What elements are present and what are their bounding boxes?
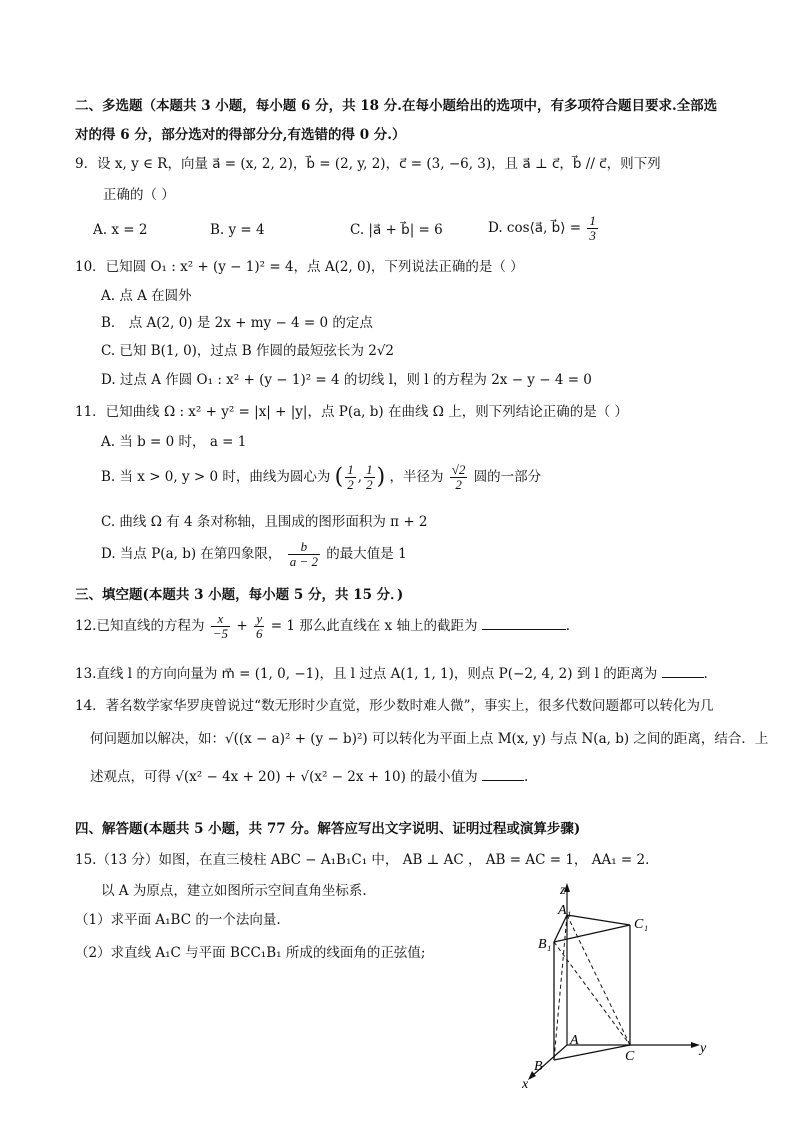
label-c1: C₁ <box>634 917 649 932</box>
q9-option-d-numerator: 1 <box>589 213 596 228</box>
q11-stem: 11．已知曲线 Ω : x² + y² = |x| + |y|，点 P(a, b) 在曲线 Ω 上，则下列结论正确的是（ ） <box>75 404 629 420</box>
q10-option-a: A. 点 A 在圆外 <box>101 288 192 304</box>
label-a: A <box>570 1033 579 1048</box>
q10-option-d: D. 过点 A 作圆 O₁ : x² + (y − 1)² = 4 的切线 l，则 l 的方程为 2x − y − 4 = 0 <box>101 372 592 388</box>
q12-answer-blank[interactable] <box>482 615 566 630</box>
q9-option-b: B. y = 4 <box>210 222 265 238</box>
q11-option-d-suffix: 的最大值是 1 <box>326 546 407 562</box>
section-4-header: 四、解答题(本题共 5 小题，共 77 分。解答应写出文字说明、证明过程或演算步骤) <box>75 821 581 837</box>
q12-eq: = 1 那么此直线在 x 轴上的截距为 <box>270 618 478 634</box>
section-2-header-line2: 对的得 6 分，部分选对的得部分分,有选错的得 0 分.） <box>75 127 406 143</box>
label-a1: A₁ <box>558 903 572 918</box>
label-c: C <box>625 1049 635 1064</box>
q13: 13.直线 l 的方向向量为 m⃗ = (1, 0, −1)，且 l 过点 A(1, 1, 1)，则点 P(−2, 4, 2) 到 l 的距离为 . <box>75 663 708 683</box>
q14-answer-blank[interactable] <box>482 766 524 781</box>
q12-prefix: 12.已知直线的方程为 <box>75 618 205 634</box>
dashed-b1c <box>554 942 630 1045</box>
q10-option-c: C. 已知 B(1, 0)，过点 B 作圆的最短弦长为 2√2 <box>101 343 395 359</box>
q14-line2: 何问题加以解决，如：√((x − a)² + (y − b)²) 可以转化为平面上点 M(x, y) 与点 N(a, b) 之间的距离，结合．上 <box>90 731 769 747</box>
q11-option-b-mid: ，半径为 <box>389 469 444 485</box>
q12-fraction-y: $\frac{y}{6}$ <box>255 611 263 641</box>
q11-option-b-center-x: $\frac{1}{2}$ <box>347 462 354 492</box>
q13-answer-blank[interactable] <box>662 663 704 678</box>
dashed-a1c <box>567 915 630 1045</box>
q9-option-d <box>488 214 600 243</box>
q10-option-b: B． 点 A(2, 0) 是 2x + my − 4 = 0 的定点 <box>101 315 373 331</box>
q14-line1: 14．著名数学家华罗庚曾说过“数无形时少直觉，形少数时难人微”，事实上，很多代数问题都可以转化为几 <box>75 698 714 714</box>
prism-figure <box>510 870 740 1100</box>
q9-option-d-prefix: D. cos⟨a⃗, b⃗⟩ = <box>488 220 582 236</box>
q11-option-d <box>101 540 407 569</box>
q15-part1: （1）求平面 A₁BC 的一个法向量. <box>75 912 281 928</box>
q11-option-d-fraction: $\frac{b}{a - 2}$ <box>289 539 318 569</box>
q13-text: 13.直线 l 的方向向量为 m⃗ = (1, 0, −1)，且 l 过点 A(1, 1, 1)，则点 P(−2, 4, 2) 到 l 的距离为 <box>75 666 658 682</box>
q11-option-d-prefix: D. 当点 P(a, b) 在第四象限， <box>101 546 282 562</box>
edge-bc <box>554 1045 630 1060</box>
q15-line2: 以 A 为原点，建立如图所示空间直角坐标系. <box>101 883 367 899</box>
q10-stem: 10．已知圆 O₁ : x² + (y − 1)² = 4，点 A(2, 0)，下列说法正确的是（ ） <box>75 259 524 275</box>
q15-line1: 15.（13 分）如图，在直三棱柱 ABC − A₁B₁C₁ 中， AB ⊥ AC ， AB = AC = 1， AA₁ = 2． <box>75 852 659 868</box>
section-2-header-line1: 二、多选题（本题共 3 小题，每小题 6 分，共 18 分.在每小题给出的选项中，有多项符合题目要求.全部选 <box>75 98 718 114</box>
q9-option-d-fraction <box>587 214 598 243</box>
q9-stem-line1: 9．设 x, y ∈ R，向量 a⃗ = (x, 2, 2)，b⃗ = (2, y, 2)，c⃗ = (3, −6, 3)，且 a⃗ ⊥ c⃗，b⃗ // c⃗，则下列 <box>75 156 661 172</box>
q14-line3-text: 述观点，可得 √(x² − 4x + 20) + √(x² − 2x + 10) 的最小值为 <box>90 769 478 785</box>
label-b: B <box>534 1059 543 1074</box>
section-3-header: 三、填空题(本题共 3 小题，每小题 5 分，共 15 分．) <box>75 587 404 603</box>
q11-option-b-center-y: $\frac{1}{2}$ <box>366 462 373 492</box>
q15-part2: （2）求直线 A₁C 与平面 BCC₁B₁ 所成的线面角的正弦值; <box>75 945 426 961</box>
label-y: y <box>700 1041 707 1056</box>
q9-stem-line2: 正确的（ ） <box>103 187 175 203</box>
q11-option-b-suffix: 圆的一部分 <box>473 469 542 485</box>
q11-option-c: C. 曲线 Ω 有 4 条对称轴，且围成的图形面积为 π + 2 <box>101 514 428 530</box>
edge-b1c1 <box>554 925 630 942</box>
label-b1: B₁ <box>538 937 552 952</box>
q11-option-b-prefix: B. 当 x > 0, y > 0 时，曲线为圆心为 <box>101 469 331 485</box>
q12: 12.已知直线的方程为 $\frac{x}{-5}$ + $\frac{y}{6}$ = 1 那么此直线在 x 轴上的截距为 . <box>75 611 571 641</box>
q11-option-b: B. 当 x > 0, y > 0 时，曲线为圆心为 ( $\frac{1}{2}$ , $\frac{1}{2}$ ) ，半径为 $\frac{√2}{2}$ 圆的一部分 <box>101 462 542 492</box>
y-axis-arrow-icon <box>691 1042 700 1048</box>
q11-option-a: A. 当 b = 0 时， a = 1 <box>101 434 247 450</box>
q11-option-b-radius: $\frac{√2}{2}$ <box>451 462 466 492</box>
q12-fraction-x: $\frac{x}{-5}$ <box>212 611 229 641</box>
label-x: x <box>522 1077 529 1092</box>
q14-line3: 述观点，可得 √(x² − 4x + 20) + √(x² − 2x + 10) 的最小值为 . <box>90 766 528 786</box>
label-z: z <box>560 883 566 898</box>
edge-a1c1 <box>567 915 630 925</box>
q9-option-d-denominator: 3 <box>589 228 596 243</box>
q9-option-c: C. |a⃗ + b⃗| = 6 <box>350 222 443 238</box>
q9-option-a: A. x = 2 <box>93 222 148 238</box>
